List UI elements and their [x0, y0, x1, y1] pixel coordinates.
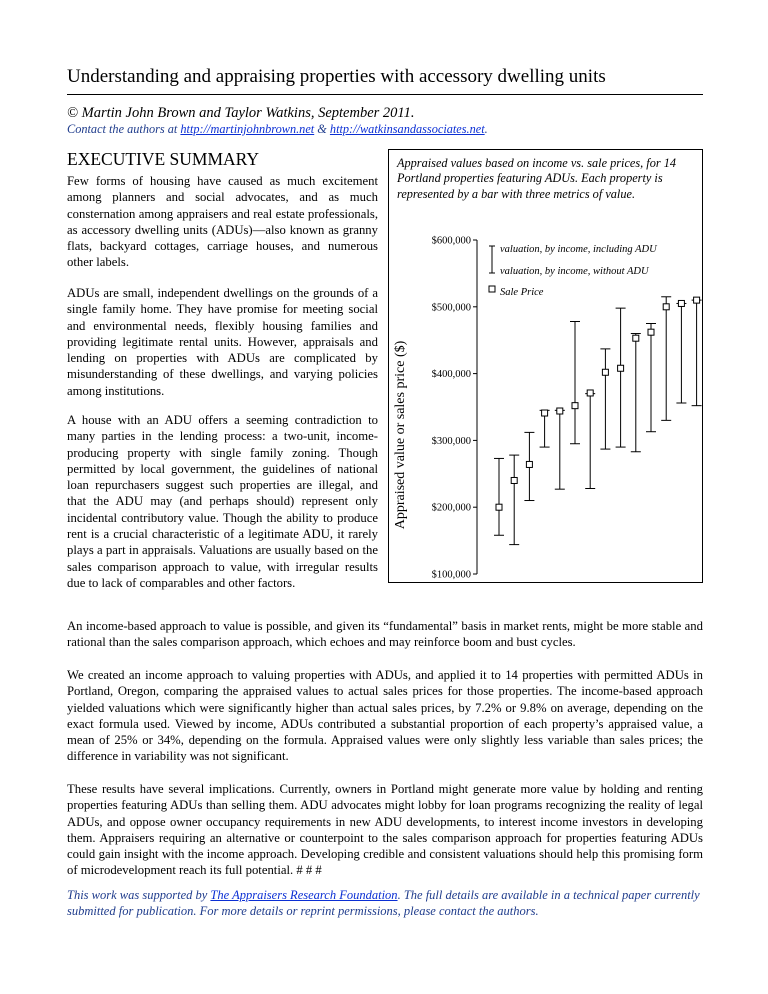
contact-mid: &: [314, 122, 330, 136]
paragraph-study: We created an income approach to valuing properties with ADUs, and applied it to 14 properties with permitted ADUs in Portland, Oregon, comparing the appraised values to actual sales prices for those properties. The income-based approach yielded valuations which were significantly higher than actual sales prices, by 7.2% or 9.8% on average, depending on the exact formula used. Viewed by income, ADUs contributed a substantial proportion of each property’s appraised value, a mean of 25% or 34%, depending on the formula. Appraised values were only slightly less variable than sales prices; the difference in variability was not significant.: [67, 668, 703, 764]
page-title: Understanding and appraising properties with accessory dwelling units: [67, 66, 606, 87]
sale-price-point: [633, 335, 639, 341]
footer-note: [67, 887, 703, 919]
sale-price-point: [694, 297, 700, 303]
foundation-link[interactable]: The Appraisers Research Foundation: [210, 888, 398, 902]
sale-price-point: [496, 504, 502, 510]
paragraph-adu-definition: ADUs are small, independent dwellings on the grounds of a single family home. They have promise for meeting social and environmental needs, flexibly housing families and providing legitimate rental units. However, appraisals and lending on properties with ADUs are complicated by misunderstanding of these dwellings, and varying policies among institutions.: [67, 286, 378, 398]
sale-price-point: [511, 477, 517, 483]
valuation-chart: [388, 149, 703, 583]
footer-prefix: This work was supported by: [67, 888, 211, 902]
sale-price-point: [587, 390, 593, 396]
figure-caption: Appraised values based on income vs. sale prices, for 14 Portland properties featuring ADUs. Each property is represented by a bar with three metrics of value.: [397, 156, 677, 201]
section-title: EXECUTIVE SUMMARY: [67, 149, 260, 169]
sale-price-point: [526, 461, 532, 467]
legend-label-including-adu: valuation, by income, including ADU: [500, 244, 657, 255]
y-tick-label: $600,000: [431, 235, 471, 247]
y-tick-label: $200,000: [431, 502, 471, 514]
y-tick-label: $400,000: [431, 369, 471, 381]
paragraph-income-approach: An income-based approach to value is possible, and given its “fundamental” basis in market rents, might be more stable and rational than the sales comparison approach, which echoes and may reinforce boom and bust cycles.: [67, 619, 703, 650]
paragraph-contradiction: A house with an ADU offers a seeming contradiction to many parties in the lending process: a two-unit, income-producing property with single family zoning. Though permitted by local government, the guidelines of national loan repurchasers suggest such properties are illegal, and that the ADU may (and perhaps should) represent only incidental contributory value. Though the ability to produce rent is a crucial characteristic of a legitimate ADU, it rarely plays a part in appraisals. Valuations are usually based on the sales comparison approach to value, with irregular results due to lack of comparables and other factors.: [67, 413, 378, 590]
author-link-2[interactable]: http://watkinsandassociates.net: [329, 122, 485, 136]
y-tick-label: $500,000: [431, 302, 471, 314]
sale-price-point: [663, 304, 669, 310]
sale-price-point: [648, 329, 654, 335]
footer-suffix: . The full details are available in a technical paper currently submitted for publication. For more details or reprint permissions, please contact the authors.: [67, 888, 700, 918]
paragraph-implications: These results have several implications. Currently, owners in Portland might generate more value by holding and renting properties featuring ADUs than selling them. ADU advocates might lobby for loan programs recognizing the reality of legal ADUs, and oppose owner occupancy requirements in new ADU developments, to interest income investors in developing them. Appraisers requiring an alternative or counterpoint to the sales comparison approach for properties featuring ADUs could gain insight with the income approach. Developing credible and consistent valuations should help this promising form of microdevelopment reach its full potential. # # #: [67, 782, 703, 878]
author-link-1[interactable]: http://martinjohnbrown.net: [180, 122, 315, 136]
byline: © Martin John Brown and Taylor Watkins, September 2011.: [67, 105, 415, 121]
legend-sale-price-marker: [489, 286, 495, 292]
contact-suffix: .: [484, 122, 488, 136]
chart-marks: [494, 297, 702, 545]
legend-label-sale-price: Sale Price: [500, 287, 544, 298]
sale-price-point: [572, 403, 578, 409]
sale-price-point: [618, 365, 624, 371]
title-rule: [67, 94, 703, 95]
y-axis: [432, 236, 477, 581]
y-axis-label: Appraised value or sales price ($): [393, 340, 408, 530]
paragraph-intro: Few forms of housing have caused as much excitement among planners and social advocates, and as much consternation among appraisers and real estate professionals, as accessory dwelling units (ADUs)—also known as granny flats, backyard cottages, carriage houses, and numerous other labels.: [67, 174, 378, 270]
sale-price-point: [602, 369, 608, 375]
legend-label-without-adu: valuation, by income, without ADU: [500, 266, 649, 277]
contact-line: [67, 122, 488, 137]
y-tick-label: $100,000: [431, 569, 471, 581]
sale-price-point: [557, 408, 563, 414]
contact-prefix: Contact the authors at: [67, 122, 181, 136]
sale-price-point: [542, 410, 548, 416]
y-tick-label: $300,000: [431, 435, 471, 447]
chart-legend: [489, 244, 658, 298]
sale-price-point: [678, 300, 684, 306]
